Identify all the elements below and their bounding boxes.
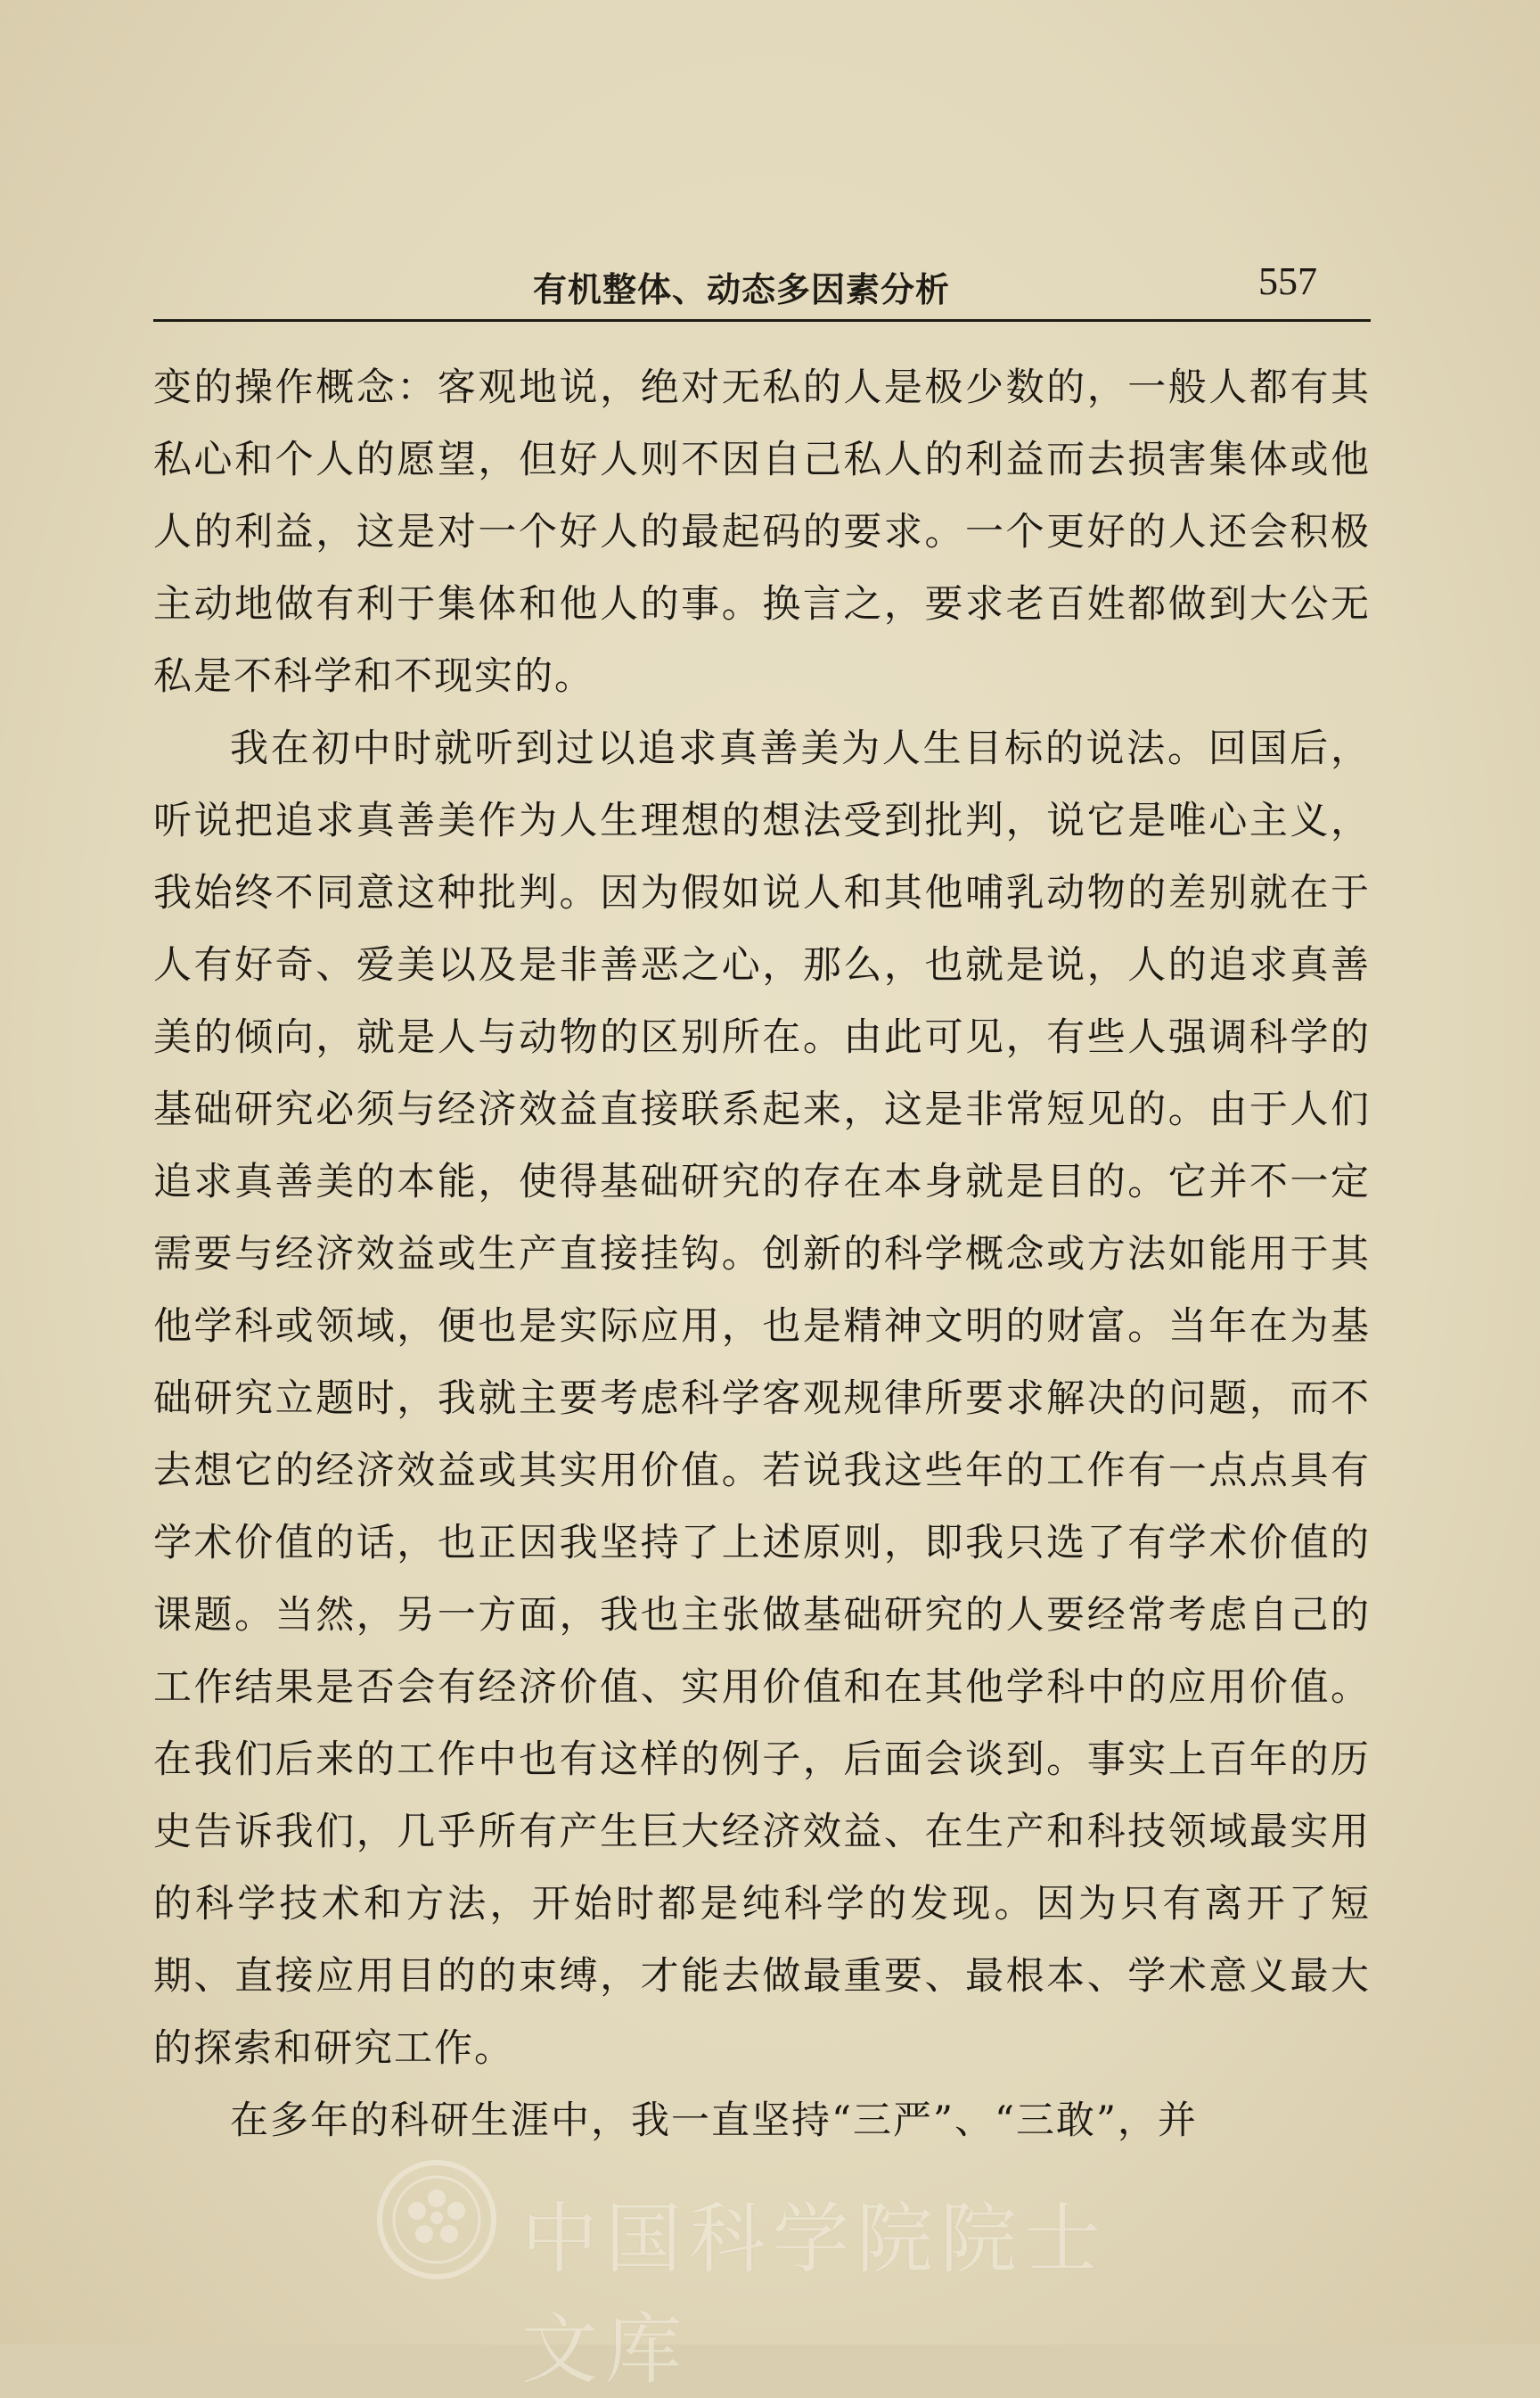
- academy-seal-icon: [374, 2157, 499, 2282]
- paragraph: 我在初中时就听到过以追求真善美为人生目标的说法。回国后，听说把追求真善美作为人生理想的想法受到批判，说它是唯心主义，我始终不同意这种批判。因为假如说人和其他哺乳动物的差别就在于人有好奇、爱美以及是非善恶之心，那么，也就是说，人的追求真善美的倾向，就是人与动物的区别所在。由此可见，有些人强调科学的基础研究必须与经济效益直接联系起来，这是非常短见的。由于人们追求真善美的本能，使得基础研究的存在本身就是目的。它并不一定需要与经济效益或生产直接挂钩。创新的科学概念或方法如能用于其他学科或领域，便也是实际应用，也是精神文明的财富。当年在为基础研究立题时，我就主要考虑科学客观规律所要求解决的问题，而不去想它的经济效益或其实用价值。若说我这些年的工作有一点点具有学术价值的话，也正因我坚持了上述原则，即我只选了有学术价值的课题。当然，另一方面，我也主张做基础研究的人要经常考虑自己的工作结果是否会有经济价值、实用价值和在其他学科中的应用价值。在我们后来的工作中也有这样的例子，后面会谈到。事实上百年的历史告诉我们，几乎所有产生巨大经济效益、在生产和科技领域最实用的科学技术和方法，开始时都是纯科学的发现。因为只有离开了短期、直接应用目的的束缚，才能去做最重要、最根本、学术意义最大的探索和研究工作。: [153, 727, 1371, 2071]
- page-number: 557: [1258, 259, 1317, 303]
- watermark-text: 中国科学院院士文库: [521, 2195, 1108, 2394]
- body-text: [153, 352, 1371, 2157]
- paragraph: 变的操作概念：客观地说，绝对无私的人是极少数的，一般人都有其私心和个人的愿望，但好人则不因自己私人的利益而去损害集体或他人的利益，这是对一个好人的最起码的要求。一个更好的人还会积极主动地做有利于集体和他人的事。换言之，要求老百姓都做到大公无私是不科学和不现实的。: [153, 365, 1371, 699]
- header-title: 有机整体、动态多因素分析: [533, 270, 951, 309]
- running-header: [153, 259, 1371, 322]
- paragraph: 在多年的科研生涯中，我一直坚持“三严”、“三敢”，并: [230, 2098, 1198, 2143]
- library-watermark: [374, 2157, 1176, 2394]
